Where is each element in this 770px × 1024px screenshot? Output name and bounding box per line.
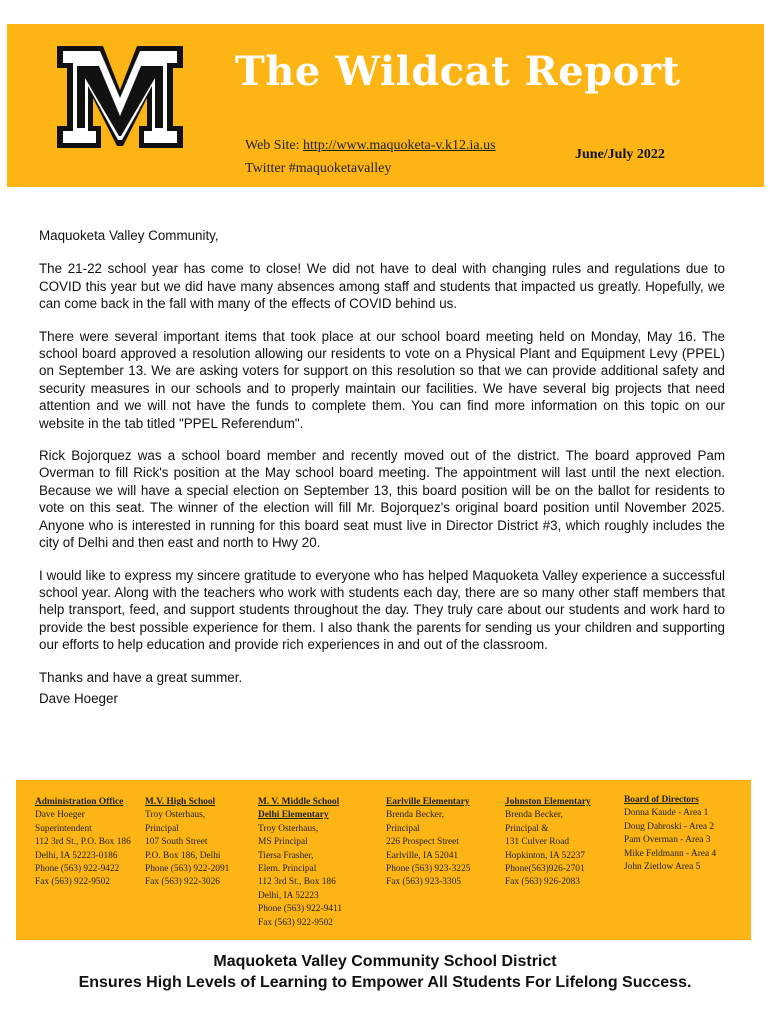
district-name: Maquoketa Valley Community School District [213, 953, 557, 970]
contact-line: Principal & [505, 823, 549, 834]
contact-subheading: Delhi Elementary [258, 810, 329, 821]
contact-line: Hopkinton, IA 52237 [505, 850, 585, 861]
contact-line: 107 South Street [145, 837, 208, 848]
contact-heading: Johnston Elementary [505, 797, 591, 807]
letter-body [39, 227, 725, 711]
website-label: Web Site: [245, 138, 303, 153]
contact-line: Troy Osterhaus, [145, 810, 206, 821]
contact-line: Delhi, IA 52223-0186 [35, 850, 118, 861]
contact-column-earlville [386, 796, 470, 890]
contact-line: Principal [386, 823, 420, 834]
contact-line: Brenda Becker, [505, 810, 563, 821]
contact-heading: M.V. High School [145, 797, 216, 807]
closing-line: Thanks and have a great summer. [39, 669, 243, 685]
contact-line: 226 Prospect Street [386, 837, 459, 848]
contact-line: John Zietlow Area 5 [624, 862, 701, 873]
contact-line: Fax (563) 922-9502 [258, 917, 333, 928]
contact-directory [16, 780, 751, 940]
contact-line: Brenda Becker, [386, 810, 444, 821]
newsletter-title: The Wildcat Report [235, 48, 681, 95]
contact-heading: Earlville Elementary [386, 797, 470, 807]
contact-line: Fax (563) 922-9502 [35, 877, 110, 888]
paragraph: Rick Bojorquez was a school board member and recently moved out of the district. The board approved Pam Overman to fill Rick's position at the May school board meeting. The appointment will last until the next election. Because we will have a special election on September 13, this board position will be on the ballot for residents to vote on this seat. The winner of the election will fill Mr. Bojorquez's original board position until November 2025. Anyone who is interested in running for this board seat must live in Director District #3, which roughly includes the city of Delhi and then east and north to Hwy 20. [39, 448, 725, 551]
website-link[interactable]: http://www.maquoketa-v.k12.ia.us [302, 138, 496, 153]
contact-line: Mike Feldmann - Area 4 [624, 848, 717, 859]
contact-line: Doug Dabroski - Area 2 [624, 821, 715, 832]
closing-block [39, 669, 725, 708]
contact-heading: M. V. Middle School [258, 797, 340, 807]
contact-line: Delhi, IA 52223 [258, 890, 319, 901]
website-line [245, 138, 496, 154]
paragraph: The 21-22 school year has come to close! We did not have to deal with changing rules and regulations due to COVID this year but we did have many absences among staff and students that impacted us greatly. Hopefully, we can come back in the fall with many of the effects of COVID behind us. [39, 261, 725, 312]
contact-line: Earlville, IA 52041 [386, 850, 459, 861]
contact-line: Elem. Principal [258, 864, 317, 875]
contact-line: 112 3rd St., P.O. Box 186 [35, 837, 131, 848]
contact-line: Troy Osterhaus, [258, 823, 319, 834]
issue-date: June/July 2022 [575, 147, 665, 162]
contact-column-high-school [145, 796, 229, 890]
contact-line: Superintendent [35, 823, 92, 834]
contact-line: P.O. Box 186, Delhi [145, 850, 221, 861]
twitter-handle: Twitter #maquoketavalley [245, 161, 392, 176]
salutation: Maquoketa Valley Community, [39, 228, 219, 243]
contact-line: Fax (563) 923-3305 [386, 877, 461, 888]
contact-line: Donna Kaude - Area 1 [624, 808, 709, 819]
mission-statement: Ensures High Levels of Learning to Empower All Students For Lifelong Success. [78, 974, 692, 991]
contact-line: Phone (563) 922-2091 [145, 864, 230, 875]
contact-column-middle-school [258, 796, 342, 930]
contact-line: Tiersa Frasher, [258, 850, 314, 861]
contact-line: Principal [145, 823, 179, 834]
contact-line: 112 3rd St., Box 186 [258, 877, 336, 888]
paragraph: There were several important items that took place at our school board meeting held on Monday, May 16. The school board approved a resolution allowing our residents to vote on a Physical Plant and Equipment Levy (PPEL) on September 13. We are asking voters for support on this resolution so that we can provide additional safety and security measures in our schools and to properly maintain our facilities. We have several big projects that need attention and we will not have the funds to complete them. You can find more information on this topic on our website in the tab titled "PPEL Referendum". [39, 328, 725, 431]
contact-column-johnston [505, 796, 591, 890]
contact-heading: Administration Office [35, 797, 124, 807]
contact-line: MS Principal [258, 837, 308, 848]
signature: Dave Hoeger [39, 690, 118, 706]
contact-line: Phone (563) 922-9411 [258, 904, 343, 915]
contact-column-board [624, 794, 716, 874]
contact-line: Phone(563)926-2701 [505, 864, 585, 875]
contact-line: 131 Culver Road [505, 837, 570, 848]
m-logo [55, 38, 185, 153]
contact-line: Dave Hoeger [35, 810, 85, 821]
contact-heading: Board of Directors [624, 795, 699, 805]
paragraph: I would like to express my sincere gratitude to everyone who has helped Maquoketa Valley experience a successful school year. Along with the teachers who work with students each day, there are so many other staff members that help transport, feed, and support students throughout the day. They truly care about our students and work hard to provide the best possible experience for them. I also thank the parents for sending us your children and supporting our efforts to help education and provide rich experiences in and out of the classroom. [39, 567, 725, 653]
contact-line: Fax (563) 926-2083 [505, 877, 580, 888]
contact-line: Pam Overman - Area 3 [624, 835, 711, 846]
contact-line: Phone (563) 922-9422 [35, 864, 120, 875]
contact-line: Fax (563) 922-3026 [145, 877, 220, 888]
contact-line: Phone (563) 923-3225 [386, 864, 471, 875]
contact-column-admin [35, 796, 131, 890]
